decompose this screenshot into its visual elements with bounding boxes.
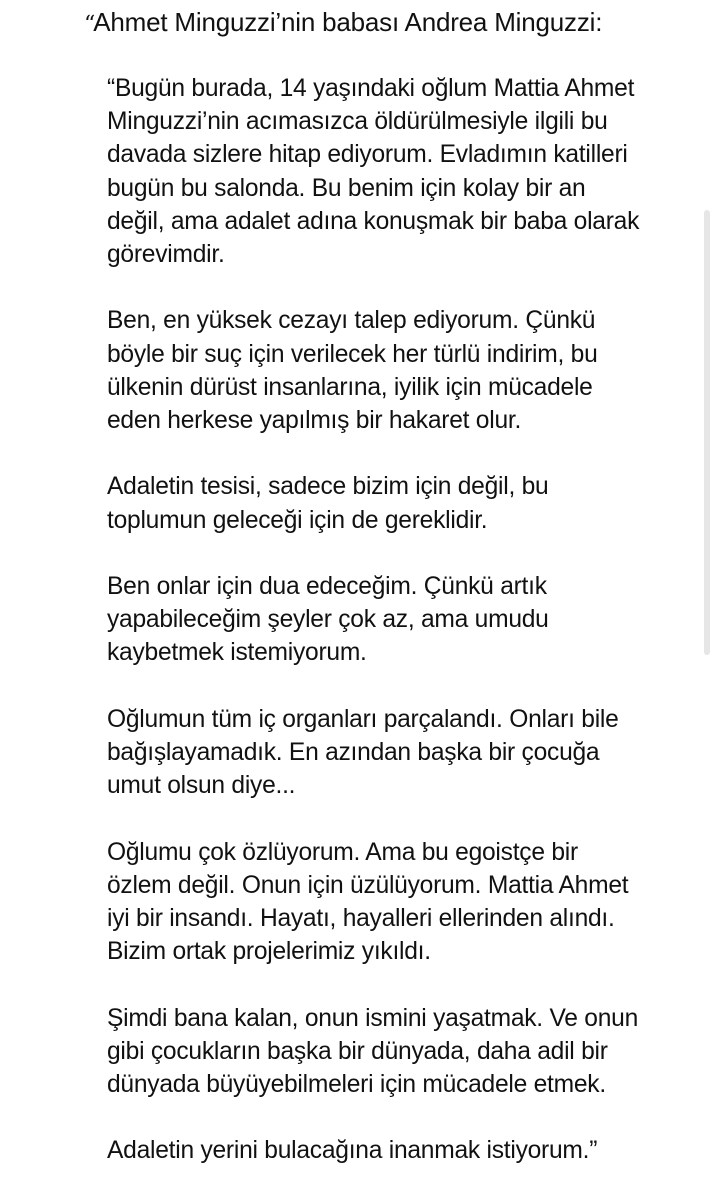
paragraph-5 (107, 703, 707, 803)
paragraph-1 (107, 72, 707, 271)
text-line: kaybetmek istemiyorum. (107, 639, 367, 667)
paragraph-8 (107, 1134, 707, 1167)
text-line: davada sizlere hitap ediyorum. Evladımın katilleri (107, 141, 628, 169)
post-heading (84, 4, 602, 43)
paragraph-3 (107, 470, 707, 536)
text-line: değil, ama adalet adına konuşmak bir baba olarak (107, 207, 640, 235)
text-line: dünyada büyüyebilmeleri için mücadele etmek. (107, 1071, 606, 1098)
quote-body (107, 72, 707, 1201)
paragraph-4 (107, 570, 707, 670)
text-line: böyle bir suç için verilecek her türlü indirim, bu (107, 340, 598, 368)
text-line: Ben, en yüksek cezayı talep ediyorum. Çünkü (107, 307, 596, 335)
text-line: bugün bu salonda. Bu benim için kolay bir an (107, 174, 586, 202)
text-line: Adaletin tesisi, sadece bizim için değil, bu (107, 473, 549, 501)
text-line: Oğlumu çok özlüyorum. Ama bu egoistçe bir (107, 838, 578, 866)
text-line: Bizim ortak projelerimiz yıkıldı. (107, 938, 431, 966)
text-line: Ben onlar için dua edeceğim. Çünkü artık (107, 573, 547, 600)
text-line: görevimdir. (107, 241, 225, 269)
text-line: Adaletin yerini bulacağına inanmak istiyorum.” (107, 1137, 598, 1165)
heading-text: Ahmet Minguzzi’nin babası Andrea Minguzzi: (93, 7, 603, 37)
paragraph-7 (107, 1002, 707, 1102)
text-line: gibi çocukların başka bir dünyada, daha adil bir (107, 1037, 608, 1065)
text-line: bağışlayamadık. En azından başka bir çocuğa (107, 739, 600, 766)
text-line: Şimdi bana kalan, onun ismini yaşatmak. Ve onun (107, 1004, 638, 1032)
paragraph-2 (107, 304, 707, 437)
text-line: umut olsun diye... (107, 772, 296, 800)
text-line: yapabileceğim şeyler çok az, ama umudu (107, 606, 549, 634)
paragraph-6 (107, 836, 707, 969)
text-line: ülkenin dürüst insanlarına, iyilik için mücadele (107, 373, 593, 401)
text-line: özlem değil. Onun için üzülüyorum. Mattia Ahmet (107, 871, 629, 899)
text-line: Minguzzi’nin acımasızca öldürülmesiyle ilgili bu (107, 108, 608, 136)
quote-mark-icon: “ (84, 12, 93, 37)
text-line: “Bugün burada, 14 yaşındaki oğlum Mattia Ahmet (107, 75, 635, 102)
vertical-scrollbar[interactable] (704, 210, 710, 655)
text-line: Oğlumun tüm iç organları parçalandı. Onları bile (107, 705, 619, 733)
text-line: toplumun geleceği için de gereklidir. (107, 506, 488, 534)
text-line: iyi bir insandı. Hayatı, hayalleri ellerinden alındı. (107, 905, 615, 932)
text-line: eden herkese yapılmış bir hakaret olur. (107, 407, 522, 435)
